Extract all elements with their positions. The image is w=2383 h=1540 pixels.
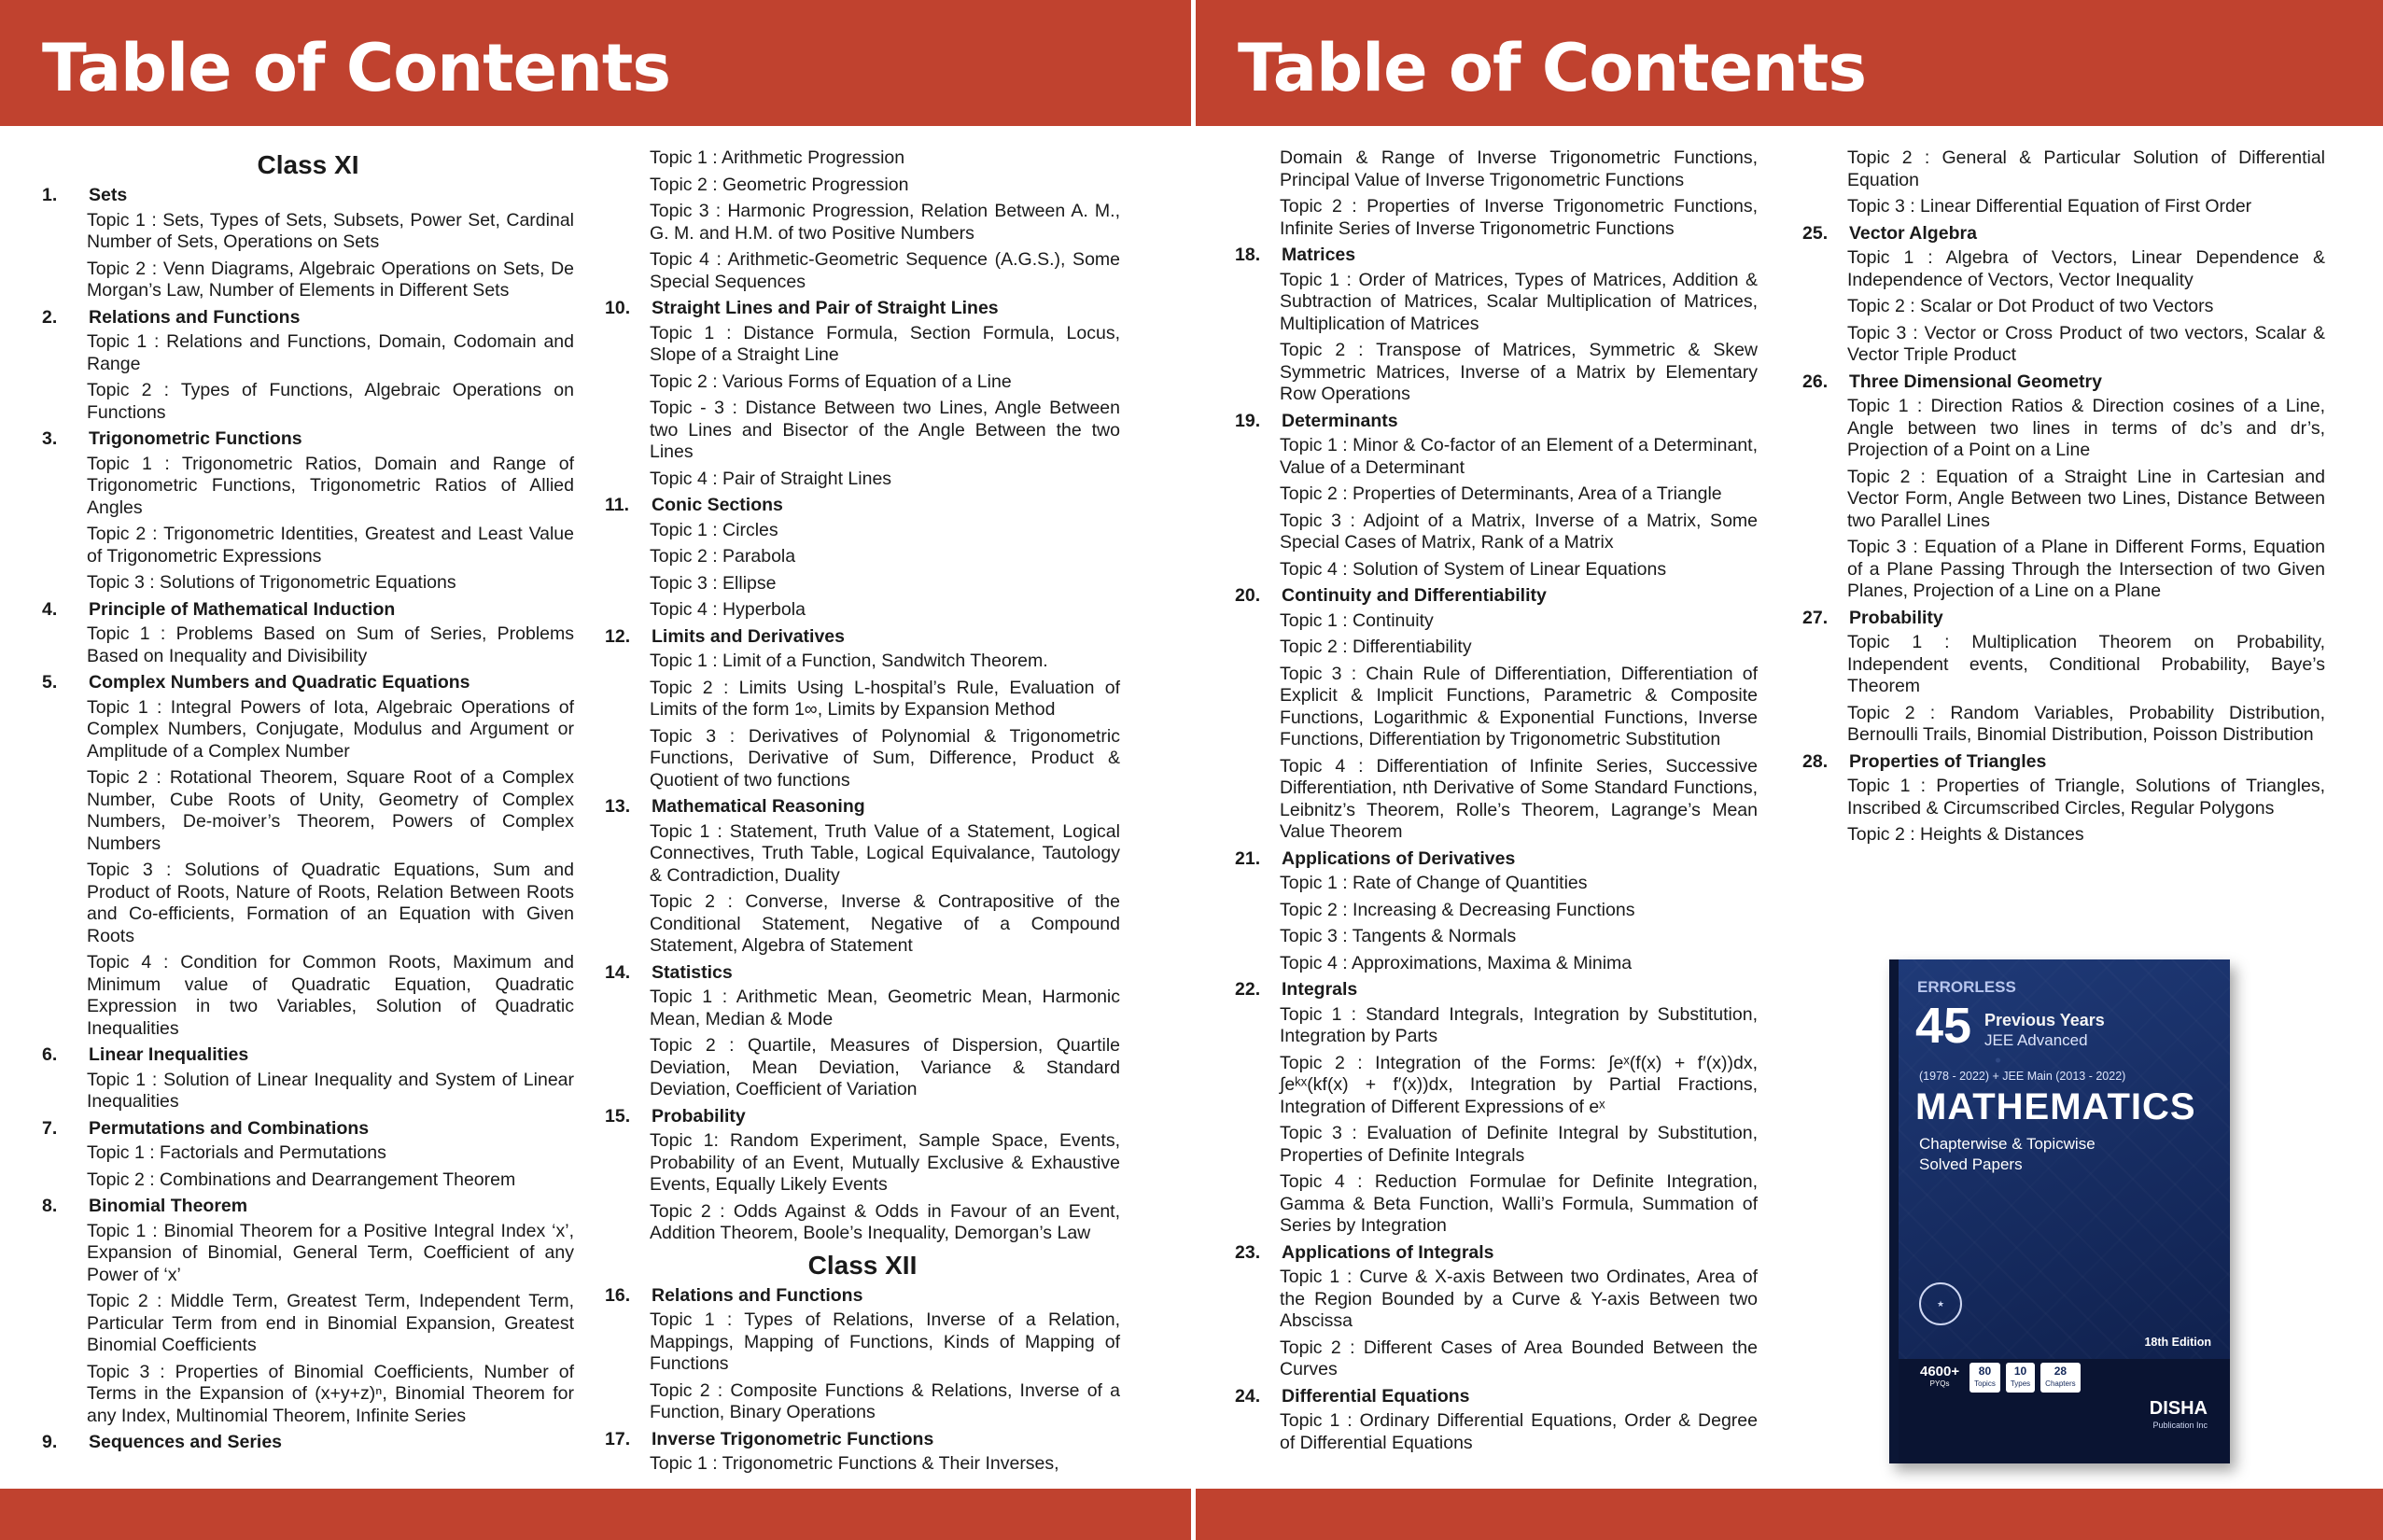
toc-column-1	[42, 147, 574, 1457]
chapter-title: Properties of Triangles	[1849, 750, 2047, 772]
chapter-title: Three Dimensional Geometry	[1849, 371, 2102, 392]
topic-item: Topic 1 : Solution of Linear Inequality and System of Linear Inequalities	[87, 1069, 574, 1112]
chapter-entry	[42, 1118, 574, 1192]
chapter-entry	[1235, 585, 1758, 844]
chapter-entry	[42, 185, 574, 302]
chapter-number: 15.	[605, 1105, 631, 1127]
chapter-heading	[605, 495, 1120, 517]
chapter-title: Relations and Functions	[652, 1284, 863, 1306]
topic-item: Topic 1 : Arithmetic Progression	[650, 147, 905, 168]
book-cover	[1889, 959, 2230, 1463]
chapter-title: Differential Equations	[1282, 1385, 1470, 1407]
chapter-entry	[1235, 1242, 1758, 1381]
topic-item: Topic 1 : Direction Ratios & Direction cosines of a Line, Angle between two lines in terms of dc’s and dr’s, Projection of a Point on a Line	[1847, 396, 2325, 460]
chapter-number: 28.	[1802, 750, 1829, 772]
chapter-number: 20.	[1235, 585, 1261, 606]
topic-item: Topic 3 : Vector or Cross Product of two vectors, Scalar & Vector Triple Product	[1847, 322, 2325, 365]
topic-item: Topic 1 : Trigonometric Functions & Their Inverses,	[650, 1453, 1059, 1474]
chapter-number: 26.	[1802, 371, 1829, 392]
cover-previous-years: Previous Years	[1984, 1011, 2105, 1029]
chapter-heading	[1235, 585, 1758, 608]
chapter-number: 18.	[1235, 245, 1261, 265]
chapter-heading	[42, 599, 574, 622]
chapters-col2	[605, 298, 1120, 1245]
topic-item: Topic 3 : Chain Rule of Differentiation, Differentiation of Explicit & Implicit Functions, Parametric & Composite Functions, Logarithmic & Exponential Functions, Inverse Functions, Differentiation by Trigonometric Substitution	[1280, 663, 1758, 749]
chapter-number: 12.	[605, 625, 631, 647]
chapter-title: Applications of Integrals	[1282, 1241, 1494, 1263]
topic-item: Topic 3 : Derivatives of Polynomial & Trigonometric Functions, Derivative of Sum, Difference, Product & Quotient of two functions	[650, 725, 1120, 791]
topic-item: Topic 1 : Order of Matrices, Types of Matrices, Addition & Subtraction of Matrices, Scalar Multiplication of Matrices, Multiplication of Matrices	[1280, 269, 1758, 334]
chapter-number: 6.	[42, 1044, 58, 1065]
topic-item: Topic 1 : Types of Relations, Inverse of a Relation, Mappings, Mapping of Functions, Kinds of Mapping of Functions	[650, 1309, 1120, 1374]
topic-item: Topic 2 : Combinations and Dearrangement Theorem	[87, 1169, 516, 1190]
topic-item: Topic 3 : Equation of a Plane in Different Forms, Equation of a Plane Passing Through the Intersection of two Given Planes, Projection of a Line on a Plane	[1847, 537, 2325, 601]
chapter-title: Determinants	[1282, 410, 1398, 431]
chapter-heading	[1802, 223, 2325, 245]
topic-item: Topic 4 : Pair of Straight Lines	[650, 468, 892, 489]
right-page	[1196, 0, 2383, 1540]
chapter-heading	[42, 672, 574, 694]
topic-item: Topic 2 : Middle Term, Greatest Term, Independent Term, Particular Term from end in Binomial Expansion, Greatest Binomial Coefficients	[87, 1291, 574, 1355]
chapter-title: Applications of Derivatives	[1282, 847, 1516, 869]
topic-item: Topic 2 : Random Variables, Probability Distribution, Bernoulli Trails, Binomial Distribution, Poisson Distribution	[1847, 702, 2325, 745]
topic-item: Topic 1 : Properties of Triangle, Solutions of Triangles, Inscribed & Circumscribed Circles, Regular Polygons	[1847, 776, 2325, 819]
chapter-heading	[1802, 751, 2325, 774]
chapter-title: Continuity and Differentiability	[1282, 585, 1547, 606]
chapter-number: 19.	[1235, 410, 1261, 431]
chapter-heading	[1802, 608, 2325, 630]
topic-item: Topic 2 : Transpose of Matrices, Symmetric & Skew Symmetric Matrices, Inverse of a Matrix by Elementary Row Operations	[1280, 340, 1758, 404]
chapter-heading	[42, 1118, 574, 1141]
col4-leading-topics	[1802, 147, 2325, 218]
chapter-heading	[605, 962, 1120, 985]
chapter-heading	[1235, 1386, 1758, 1408]
chapter-title: Trigonometric Functions	[89, 428, 302, 449]
right-page-title: Table of Contents	[1238, 30, 1867, 106]
topic-item: Topic 2 : General & Particular Solution of Differential Equation	[1847, 147, 2325, 190]
chapter-entry	[42, 672, 574, 1040]
topic-item: Topic 3 : Evaluation of Definite Integral by Substitution, Properties of Definite Integrals	[1280, 1123, 1758, 1166]
chapter-heading	[42, 185, 574, 207]
cover-stat: 28 Chapters	[2040, 1363, 2080, 1393]
right-footer-bar	[1196, 1489, 2383, 1540]
topic-item: Topic 2 : Venn Diagrams, Algebraic Operations on Sets, De Morgan’s Law, Number of Elements in Different Sets	[87, 258, 574, 301]
cover-stat: 10 Types	[2006, 1363, 2035, 1393]
chapter-number: 22.	[1235, 979, 1261, 1000]
chapter-title: Relations and Functions	[89, 306, 301, 328]
chapter-number: 8.	[42, 1196, 58, 1216]
chapter-entry	[1802, 223, 2325, 367]
chapter-title: Permutations and Combinations	[89, 1117, 370, 1139]
topic-item: Topic 1 : Continuity	[1280, 609, 1434, 631]
chapter-entry	[42, 1196, 574, 1427]
chapters-col4	[1802, 223, 2325, 847]
topic-item: Topic 3 : Solutions of Quadratic Equations, Sum and Product of Roots, Nature of Roots, Relation Between Roots and Co-efficients, Formation of an Equation with Given Roots	[87, 860, 574, 946]
topic-item: Topic 2 : Quartile, Measures of Dispersion, Quartile Deviation, Mean Deviation, Variance & Standard Deviation, Coefficient of Variation	[650, 1035, 1120, 1099]
topic-item: Topic 1 : Statement, Truth Value of a Statement, Logical Connectives, Truth Table, Logical Equivalance, Tautology & Contradiction, Duality	[650, 820, 1120, 886]
topic-item: Topic 2 : Properties of Determinants, Area of a Triangle	[1280, 483, 1722, 504]
chapter-number: 5.	[42, 672, 58, 693]
chapter-heading	[42, 1432, 574, 1454]
chapter-heading	[1235, 245, 1758, 267]
chapter-heading	[42, 1196, 574, 1218]
cover-publisher-sub: Publication Inc	[2152, 1421, 2208, 1430]
topic-item: Topic 4 : Arithmetic-Geometric Sequence (A.G.S.), Some Special Sequences	[650, 249, 1120, 292]
topic-item: Topic 2 : Geometric Progression	[650, 174, 909, 195]
chapter-entry	[1235, 411, 1758, 581]
cover-stat: 80 Topics	[1969, 1363, 2000, 1393]
chapter-entry	[605, 298, 1120, 490]
chapter-title: Binomial Theorem	[89, 1196, 248, 1216]
chapter-title: Sequences and Series	[89, 1432, 283, 1452]
chapter-title: Conic Sections	[652, 495, 783, 515]
toc-column-4	[1802, 147, 2325, 851]
chapter-heading	[1235, 411, 1758, 433]
chapter-number: 24.	[1235, 1385, 1261, 1407]
chapters-col3	[1235, 245, 1758, 1454]
chapters-col1	[42, 185, 574, 1454]
cover-line2: Solved Papers	[1919, 1155, 2023, 1173]
chapter-heading	[42, 307, 574, 329]
chapter-heading	[605, 1106, 1120, 1128]
chapter-heading	[605, 298, 1120, 320]
topic-item: Topic 1 : Factorials and Permutations	[87, 1142, 386, 1163]
topic-item: Topic 1 : Ordinary Differential Equations, Order & Degree of Differential Equations	[1280, 1410, 1758, 1453]
chapter-title: Sets	[89, 185, 128, 205]
topic-item: Topic 2 : Converse, Inverse & Contrapositive of the Conditional Statement, Negative of a Compound Statement, Algebra of Statement	[650, 891, 1120, 956]
chapter-entry	[605, 626, 1120, 792]
chapter-heading	[1235, 1242, 1758, 1265]
topic-item: Topic - 3 : Distance Between two Lines, Angle Between two Lines and Bisector of the Angle Between the two Lines	[650, 398, 1120, 462]
chapter-number: 11.	[605, 495, 630, 515]
chapter-entry	[1235, 245, 1758, 406]
cover-publisher-logo: DISHA	[2149, 1398, 2208, 1419]
chapter-title: Probability	[1849, 607, 1943, 628]
topic-item: Topic 3 : Tangents & Normals	[1280, 926, 1517, 946]
chapter-title: Statistics	[652, 961, 733, 983]
book-cover-image	[1861, 950, 2244, 1482]
topic-item: Topic 1 : Problems Based on Sum of Series, Problems Based on Inequality and Divisibility	[87, 623, 574, 666]
left-page	[0, 0, 1191, 1540]
chapter-title: Inverse Trigonometric Functions	[652, 1428, 934, 1449]
topic-item: Topic 3 : Harmonic Progression, Relation Between A. M., G. M. and H.M. of two Positive Numbers	[650, 201, 1120, 244]
topic-item: Topic 4 : Differentiation of Infinite Series, Successive Differentiation, nth Derivative of Some Standard Functions, Leibnitz’s Theorem, Rolle’s Theorem, Lagrange’s Mean Value Theorem	[1280, 755, 1758, 842]
topic-item: Topic 3 : Linear Differential Equation of First Order	[1847, 196, 2252, 217]
chapter-number: 21.	[1235, 847, 1261, 869]
chapter-title: Linear Inequalities	[89, 1044, 249, 1065]
chapter-entry	[605, 796, 1120, 958]
chapter-entry	[605, 1106, 1120, 1245]
chapter-number: 25.	[1802, 222, 1829, 244]
topic-item: Topic 4 : Approximations, Maxima & Minima	[1280, 952, 1633, 973]
chapter-entry	[1235, 1386, 1758, 1455]
topic-item: Topic 4 : Reduction Formulae for Definite Integration, Gamma & Beta Function, Walli’s Formula, Summation of Series by Integration	[1280, 1171, 1758, 1236]
chapter-number: 3.	[42, 428, 58, 449]
topic-item: Topic 1 : Standard Integrals, Integration by Substitution, Integration by Parts	[1280, 1003, 1758, 1046]
topic-item: Domain & Range of Inverse Trigonometric Functions, Principal Value of Inverse Trigonometric Functions	[1280, 147, 1758, 190]
topic-item: Topic 1 : Curve & X-axis Between two Ordinates, Area of the Region Bounded by a Curve & Y-axis Between two Abscissa	[1280, 1267, 1758, 1331]
cover-stats	[1915, 1363, 2081, 1393]
topic-item: Topic 2 : Integration of the Forms: ∫eˣ(f(x) + f′(x))dx, ∫eᵏˣ(kf(x) + f′(x))dx, Integration by Partial Fractions, Integration of Different Expressions of eˣ	[1280, 1052, 1758, 1117]
topic-item: Topic 2 : Trigonometric Identities, Greatest and Least Value of Trigonometric Expressions	[87, 524, 574, 567]
topic-item: Topic 2 : Equation of a Straight Line in Cartesian and Vector Form, Angle Between two Lines, Distance Between two Parallel Lines	[1847, 466, 2325, 531]
chapter-entry	[605, 1285, 1120, 1424]
chapter-number: 9.	[42, 1432, 58, 1452]
chapter-entry	[605, 1429, 1120, 1476]
chapter-entry	[1802, 608, 2325, 747]
chapter-number: 27.	[1802, 607, 1829, 628]
chapter-entry	[1235, 979, 1758, 1238]
topic-item: Topic 3 : Solutions of Trigonometric Equations	[87, 572, 456, 593]
chapter-heading	[1235, 979, 1758, 1001]
chapter-number: 10.	[605, 298, 631, 318]
topic-item: Topic 2 : Heights & Distances	[1847, 824, 2084, 845]
left-banner	[0, 0, 1191, 126]
chapter-entry	[42, 428, 574, 595]
chapter-title: Vector Algebra	[1849, 222, 1977, 244]
col3-leading-topics	[1235, 147, 1758, 240]
class-xi-heading: Class XI	[257, 150, 359, 179]
topic-item: Topic 1 : Multiplication Theorem on Probability, Independent events, Conditional Probability, Baye’s Theorem	[1847, 632, 2325, 696]
topic-item: Topic 2 : Various Forms of Equation of a Line	[650, 371, 1012, 392]
chapter-heading	[605, 1285, 1120, 1308]
chapter-entry	[42, 599, 574, 668]
chapters-col2-xii	[605, 1285, 1120, 1476]
topic-item: Topic 3 : Ellipse	[650, 572, 777, 594]
chapter-title: Complex Numbers and Quadratic Equations	[89, 672, 470, 693]
chapter-number: 4.	[42, 598, 58, 620]
chapter-entry	[605, 962, 1120, 1101]
topic-item: Topic 2 : Increasing & Decreasing Functions	[1280, 899, 1635, 920]
cover-badge-icon: ★	[1919, 1282, 1962, 1325]
cover-stat: 4600+ PYQs	[1920, 1364, 1960, 1388]
topic-item: Topic 4 : Solution of System of Linear Equations	[1280, 558, 1667, 580]
chapter-number: 14.	[605, 961, 631, 983]
cover-edition: 18th Edition	[2144, 1336, 2211, 1349]
topic-item: Topic 2 : Different Cases of Area Bounded Between the Curves	[1280, 1337, 1758, 1379]
topic-item: Topic 2 : Types of Functions, Algebraic Operations on Functions	[87, 380, 574, 423]
chapter-number: 13.	[605, 796, 631, 817]
topic-item: Topic 1: Random Experiment, Sample Space, Events, Probability of an Event, Mutually Exclusive & Exhaustive Events, Equally Likely Events	[650, 1130, 1120, 1195]
chapter-heading	[605, 796, 1120, 819]
chapter-title: Integrals	[1282, 979, 1358, 1000]
chapter-number: 2.	[42, 306, 58, 328]
chapter-entry	[42, 1432, 574, 1454]
chapter-entry	[1802, 371, 2325, 603]
topic-item: Topic 1 : Binomial Theorem for a Positive Integral Index ‘x’, Expansion of Binomial, General Term, Coefficient of any Power of ‘x’	[87, 1220, 574, 1285]
cover-big-number: 45	[1915, 998, 1972, 1054]
chapter-heading	[605, 1429, 1120, 1451]
cover-subject: MATHEMATICS	[1915, 1086, 2196, 1127]
topic-item: Topic 1 : Rate of Change of Quantities	[1280, 873, 1588, 893]
topic-item: Topic 3 : Properties of Binomial Coefficients, Number of Terms in the Expansion of (x+y+z)ⁿ, Binomial Theorem for any Index, Multinomial Theorem, Infinite Series	[87, 1361, 574, 1426]
chapter-number: 16.	[605, 1284, 631, 1306]
cover-line1: Chapterwise & Topicwise	[1919, 1135, 2096, 1153]
chapter-heading	[42, 1044, 574, 1067]
topic-item: Topic 2 : Properties of Inverse Trigonometric Functions, Infinite Series of Inverse Trigonometric Functions	[1280, 196, 1758, 239]
topic-item: Topic 1 : Relations and Functions, Domain, Codomain and Range	[87, 331, 574, 374]
topic-item: Topic 2 : Differentiability	[1280, 637, 1472, 657]
left-footer-bar	[0, 1489, 1191, 1540]
topic-item: Topic 1 : Integral Powers of Iota, Algebraic Operations of Complex Numbers, Conjugate, Modulus and Argument or Amplitude of a Complex Number	[87, 696, 574, 762]
topic-item: Topic 3 : Adjoint of a Matrix, Inverse of a Matrix, Some Special Cases of Matrix, Rank of a Matrix	[1280, 510, 1758, 553]
right-banner	[1196, 0, 2383, 126]
chapter-number: 17.	[605, 1428, 631, 1449]
chapter-number: 1.	[42, 185, 58, 205]
cover-brand: ERRORLESS	[1917, 978, 2016, 996]
chapter-heading	[1235, 848, 1758, 871]
chapter-heading	[42, 428, 574, 451]
chapter-title: Probability	[652, 1105, 746, 1127]
topic-item: Topic 2 : Limits Using L-hospital’s Rule, Evaluation of Limits of the form 1∞, Limits by Expansion Method	[650, 677, 1120, 720]
chapter-title: Principle of Mathematical Induction	[89, 598, 396, 620]
topic-item: Topic 1 : Distance Formula, Section Formula, Locus, Slope of a Straight Line	[650, 322, 1120, 365]
topic-item: Topic 1 : Sets, Types of Sets, Subsets, Power Set, Cardinal Number of Sets, Operations on Sets	[87, 209, 574, 252]
chapter-heading	[605, 626, 1120, 649]
chapter-title: Matrices	[1282, 245, 1356, 265]
topic-item: Topic 2 : Scalar or Dot Product of two Vectors	[1847, 296, 2214, 316]
topic-item: Topic 2 : Parabola	[650, 546, 796, 567]
chapter-number: 7.	[42, 1117, 58, 1139]
cover-jee-advanced: JEE Advanced	[1984, 1031, 2088, 1049]
chapter-title: Mathematical Reasoning	[652, 796, 865, 817]
chapter-entry	[1235, 848, 1758, 975]
topic-item: Topic 2 : Composite Functions & Relations, Inverse of a Function, Binary Operations	[650, 1379, 1120, 1422]
topic-item: Topic 1 : Arithmetic Mean, Geometric Mean, Harmonic Mean, Median & Mode	[650, 987, 1120, 1029]
toc-column-3	[1235, 147, 1758, 1459]
chapter-title: Limits and Derivatives	[652, 625, 845, 647]
cover-year-range: (1978 - 2022) + JEE Main (2013 - 2022)	[1919, 1070, 2126, 1083]
topic-item: Topic 4 : Condition for Common Roots, Maximum and Minimum value of Quadratic Equation, Quadratic Expression in two Variables, Solution of Quadratic Inequalities	[87, 952, 574, 1039]
toc-column-2	[605, 147, 1120, 1480]
chapter-number: 23.	[1235, 1241, 1261, 1263]
topic-item: Topic 1 : Trigonometric Ratios, Domain and Range of Trigonometric Functions, Trigonometric Ratios of Allied Angles	[87, 453, 574, 518]
chapter-entry	[605, 495, 1120, 622]
topic-item: Topic 4 : Hyperbola	[650, 599, 806, 620]
left-page-title: Table of Contents	[42, 30, 671, 106]
topic-item: Topic 1 : Circles	[650, 519, 778, 540]
chapter-heading	[1802, 371, 2325, 394]
topic-item: Topic 1 : Minor & Co-factor of an Element of a Determinant, Value of a Determinant	[1280, 435, 1758, 478]
chapter-entry	[1802, 751, 2325, 847]
chapter-entry	[42, 1044, 574, 1113]
col2-leading-topics	[605, 147, 1120, 293]
topic-item: Topic 2 : Odds Against & Odds in Favour of an Event, Addition Theorem, Boole’s Inequality, Demorgan’s Law	[650, 1200, 1120, 1243]
chapter-title: Straight Lines and Pair of Straight Lines	[652, 298, 999, 318]
class-xii-heading: Class XII	[807, 1250, 918, 1280]
topic-item: Topic 1 : Algebra of Vectors, Linear Dependence & Independence of Vectors, Vector Inequality	[1847, 247, 2325, 290]
topic-item: Topic 2 : Rotational Theorem, Square Root of a Complex Number, Cube Roots of Unity, Geometry of Complex Numbers, De-moiver’s Theorem, Powers of Complex Numbers	[87, 767, 574, 854]
chapter-entry	[42, 307, 574, 425]
topic-item: Topic 1 : Limit of a Function, Sandwitch Theorem.	[650, 651, 1048, 671]
